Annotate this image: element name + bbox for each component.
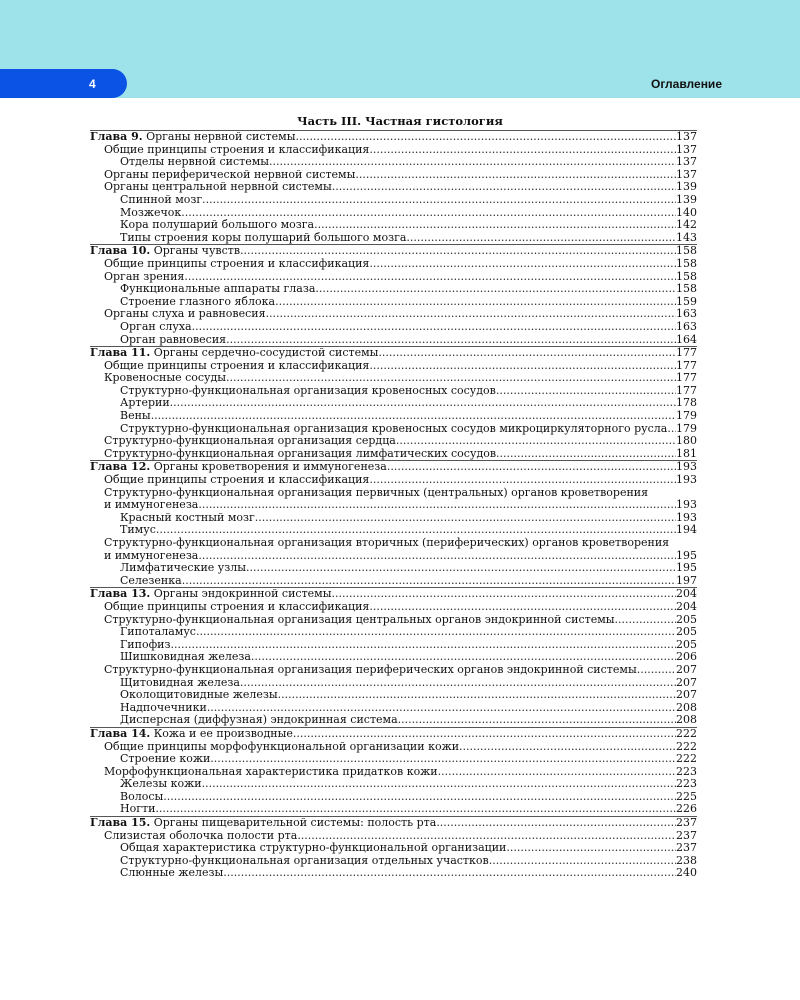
toc-entry[interactable]	[90, 435, 697, 448]
dot-leader	[295, 131, 676, 144]
toc-entry[interactable]	[90, 360, 697, 373]
page-number-tab	[0, 69, 127, 98]
toc-entry-title: Органы центральной нервной системы	[104, 181, 332, 194]
chapter-label: Глава 11.	[90, 347, 151, 360]
toc-entry-page-number: 193	[676, 511, 697, 524]
toc-entry-page-number: 193	[676, 474, 697, 487]
toc-entry[interactable]	[90, 512, 697, 525]
chapter-block	[90, 727, 697, 816]
toc-entry-title: Дисперсная (диффузная) эндокринная система	[120, 714, 398, 727]
chapter-page-number: 137	[676, 131, 697, 143]
dot-leader	[293, 728, 676, 741]
toc-entry[interactable]	[90, 169, 697, 182]
toc-entry[interactable]	[90, 448, 697, 461]
chapter-page-number: 237	[676, 817, 697, 830]
dot-leader	[182, 575, 676, 588]
toc-entry-page-number: 139	[676, 181, 697, 194]
toc-entry[interactable]	[90, 499, 697, 512]
toc-entry[interactable]	[90, 714, 697, 727]
toc-entry[interactable]	[90, 271, 697, 284]
dot-leader	[155, 803, 676, 816]
page-number: 4	[89, 77, 96, 91]
dot-leader	[269, 156, 676, 169]
toc-entry-title: Структурно-функциональная организация отдельных участков	[120, 854, 489, 867]
toc-entry-title: Типы строения коры полушарий большого мозга	[120, 231, 407, 244]
toc-entry-page-number: 207	[676, 663, 697, 676]
chapter-title: Органы нервной системы	[146, 131, 296, 143]
dot-leader	[438, 766, 676, 779]
toc-entry-title: Структурно-функциональная организация кровеносных сосудов микроциркуляторного русла	[120, 422, 668, 435]
toc-entry-page-number: 208	[676, 714, 697, 727]
chapter-page-number: 193	[676, 461, 697, 474]
dot-leader	[163, 791, 676, 804]
chapter-block	[90, 130, 697, 244]
toc-entry-page-number: 240	[676, 867, 697, 880]
toc-entry-page-number: 237	[676, 842, 697, 855]
toc-entry-title: Структурно-функциональная организация вторичных (периферических) органов кроветворения	[104, 537, 670, 549]
dot-leader	[355, 169, 676, 182]
toc-entry-page-number: 137	[676, 143, 697, 156]
part-title: Часть III. Частная гистология	[297, 114, 503, 128]
toc-entry[interactable]	[90, 677, 697, 690]
dot-leader	[615, 614, 676, 627]
toc-entry[interactable]	[90, 575, 697, 588]
toc-entry-page-number: 194	[676, 524, 697, 537]
dot-leader	[506, 842, 676, 855]
toc-entry-page-number: 207	[676, 689, 697, 702]
toc-entry-title: Вены	[120, 410, 151, 423]
toc-entry[interactable]	[90, 562, 697, 575]
chapter-page-number: 222	[676, 727, 697, 740]
toc-entry-title: Кора полушарий большого мозга	[120, 219, 315, 232]
dot-leader	[207, 702, 676, 715]
dot-leader	[436, 817, 676, 830]
toc-entry-title: Волосы	[120, 790, 164, 803]
toc-entry-title: Тимус	[120, 524, 156, 537]
toc-entry[interactable]	[90, 207, 697, 220]
dot-leader	[406, 232, 676, 245]
dot-leader	[387, 461, 676, 474]
toc-entry-page-number: 142	[676, 219, 697, 232]
toc-entry[interactable]	[90, 321, 697, 334]
toc-entry[interactable]	[90, 156, 697, 169]
chapter-title: Органы кроветворения и иммуногенеза	[153, 461, 387, 474]
toc-entry-title: Структурно-функциональная организация лимфатических сосудов	[104, 447, 497, 460]
toc-entry-title: Надпочечники	[120, 701, 207, 714]
chapter-title: Органы пищеварительной системы: полость рта	[153, 817, 437, 830]
toc-entry[interactable]	[90, 181, 697, 194]
toc-entry[interactable]	[90, 791, 697, 804]
toc-entry[interactable]	[90, 601, 697, 614]
toc-entry[interactable]	[90, 651, 697, 664]
toc-entry[interactable]	[90, 803, 697, 816]
table-of-contents	[90, 130, 697, 880]
running-header-title: Оглавление	[651, 77, 722, 91]
toc-entry[interactable]	[90, 614, 697, 627]
toc-entry-page-number: 205	[676, 613, 697, 626]
dot-leader	[255, 512, 676, 525]
dot-leader	[192, 321, 676, 334]
dot-leader	[667, 423, 676, 436]
toc-entry-page-number: 193	[676, 499, 697, 512]
dot-leader	[369, 144, 676, 157]
toc-entry-page-number: 195	[676, 562, 697, 575]
chapter-page-number: 204	[676, 588, 697, 601]
toc-entry-page-number: 223	[676, 765, 697, 778]
toc-entry-page-number: 158	[676, 283, 697, 296]
toc-entry-page-number: 177	[676, 384, 697, 397]
toc-entry-page-number: 204	[676, 600, 697, 613]
toc-entry[interactable]	[90, 308, 697, 321]
toc-entry[interactable]	[90, 385, 697, 398]
toc-entry-page-number: 206	[676, 651, 697, 664]
toc-entry-page-number: 137	[676, 168, 697, 181]
toc-entry-page-number: 163	[676, 308, 697, 321]
chapter-heading[interactable]	[90, 347, 697, 360]
chapter-page-number: 177	[676, 347, 697, 360]
toc-entry-title: Отделы нервной системы	[120, 156, 270, 169]
dot-leader	[226, 372, 676, 385]
dot-leader	[202, 194, 676, 207]
toc-entry[interactable]	[90, 550, 697, 563]
toc-entry-title: Гипофиз	[120, 638, 171, 651]
dot-leader	[240, 245, 676, 258]
toc-entry-title: Общие принципы морфофункциональной организации кожи	[104, 740, 460, 753]
chapter-block	[90, 816, 697, 880]
toc-entry-page-number: 207	[676, 676, 697, 689]
toc-entry-title: Слюнные железы	[120, 867, 224, 880]
dot-leader	[171, 639, 676, 652]
toc-entry-title: Орган слуха	[120, 320, 192, 333]
toc-entry[interactable]	[90, 639, 697, 652]
dot-leader	[297, 830, 676, 843]
dot-leader	[369, 360, 676, 373]
dot-leader	[369, 258, 676, 271]
toc-entry-page-number: 226	[676, 803, 697, 816]
toc-entry[interactable]	[90, 689, 697, 702]
chapter-title: Органы эндокринной системы	[153, 588, 332, 601]
toc-entry[interactable]	[90, 778, 697, 791]
toc-entry-title: Гипоталамус	[120, 626, 196, 639]
chapter-title: Органы чувств	[153, 245, 241, 258]
dot-leader	[496, 448, 676, 461]
toc-entry-title: Кровеносные сосуды	[104, 372, 227, 385]
dot-leader	[240, 677, 676, 690]
toc-entry[interactable]	[90, 296, 697, 309]
dot-leader	[332, 588, 677, 601]
dot-leader	[369, 601, 676, 614]
toc-entry-page-number: 159	[676, 295, 697, 308]
chapter-title: Органы сердечно-сосудистой системы	[153, 347, 379, 360]
chapter-heading[interactable]	[90, 245, 697, 258]
toc-entry[interactable]	[90, 855, 697, 868]
toc-entry-page-number: 140	[676, 206, 697, 219]
toc-entry-title: Общие принципы строения и классификация	[104, 600, 370, 613]
toc-entry-page-number: 178	[676, 397, 697, 410]
toc-entry-page-number: 222	[676, 753, 697, 766]
toc-entry[interactable]	[90, 397, 697, 410]
chapter-heading[interactable]	[90, 728, 697, 741]
toc-entry-title: Органы слуха и равновесия	[104, 308, 266, 321]
toc-entry-page-number: 164	[676, 333, 697, 346]
toc-entry-page-number: 179	[676, 422, 697, 435]
toc-entry-page-number: 181	[676, 447, 697, 460]
toc-entry-title: и иммуногенеза	[104, 499, 199, 512]
toc-entry[interactable]	[90, 664, 697, 677]
toc-entry-page-number: 197	[676, 574, 697, 587]
toc-entry-title: Структурно-функциональная организация первичных (центральных) органов кроветворения	[104, 486, 649, 499]
toc-entry-title: Структурно-функциональная организация центральных органов эндокринной системы	[104, 613, 615, 626]
dot-leader	[198, 499, 676, 512]
toc-entry-page-number: 158	[676, 270, 697, 283]
dot-leader	[184, 271, 676, 284]
dot-leader	[181, 207, 676, 220]
chapter-heading[interactable]	[90, 817, 697, 830]
toc-entry-title: Орган равновесия	[120, 333, 227, 346]
dot-leader	[369, 474, 676, 487]
toc-entry[interactable]	[90, 283, 697, 296]
dot-leader	[170, 397, 676, 410]
chapter-block	[90, 587, 697, 727]
dot-leader	[378, 347, 676, 360]
toc-entry-page-number: 137	[676, 156, 697, 169]
toc-entry[interactable]	[90, 258, 697, 271]
dot-leader	[489, 855, 676, 868]
toc-entry-page-number: 139	[676, 193, 697, 206]
toc-entry[interactable]	[90, 219, 697, 232]
toc-entry-title: Орган зрения	[104, 270, 185, 283]
chapter-label: Глава 13.	[90, 588, 151, 601]
dot-leader	[156, 524, 676, 537]
toc-entry-page-number: 180	[676, 435, 697, 448]
chapter-page-number: 158	[676, 245, 697, 258]
dot-leader	[275, 296, 676, 309]
dot-leader	[637, 664, 676, 677]
toc-entry[interactable]	[90, 753, 697, 766]
chapter-block	[90, 244, 697, 346]
toc-entry-page-number: 179	[676, 410, 697, 423]
chapter-label: Глава 9.	[90, 131, 143, 143]
toc-entry-title: Общие принципы строения и классификация	[104, 359, 370, 372]
toc-entry-title: Железы кожи	[120, 778, 202, 791]
toc-entry-page-number: 163	[676, 320, 697, 333]
chapter-heading[interactable]	[90, 131, 697, 144]
toc-entry-page-number: 225	[676, 790, 697, 803]
dot-leader	[246, 562, 676, 575]
toc-entry-page-number: 208	[676, 701, 697, 714]
chapter-block	[90, 346, 697, 460]
toc-entry-page-number: 238	[676, 854, 697, 867]
toc-entry-page-number: 222	[676, 740, 697, 753]
toc-entry[interactable]	[90, 194, 697, 207]
toc-entry[interactable]	[90, 423, 697, 436]
toc-entry-title: Морфофункциональная характеристика придатков кожи	[104, 765, 438, 778]
toc-entry[interactable]	[90, 842, 697, 855]
toc-entry[interactable]	[90, 537, 697, 550]
dot-leader	[459, 741, 676, 754]
toc-entry[interactable]	[90, 702, 697, 715]
dot-leader	[496, 385, 676, 398]
chapter-title: Кожа и ее производные	[153, 727, 293, 740]
toc-entry-title: Структурно-функциональная организация периферических органов эндокринной системы	[104, 663, 637, 676]
chapter-label: Глава 15.	[90, 817, 151, 830]
toc-entry-title: Строение кожи	[120, 753, 211, 766]
dot-leader	[196, 626, 676, 639]
dot-leader	[315, 283, 676, 296]
toc-entry-title: Артерии	[120, 397, 170, 410]
dot-leader	[396, 435, 676, 448]
toc-entry-title: Мозжечок	[120, 206, 182, 219]
dot-leader	[278, 689, 676, 702]
toc-entry-title: Функциональные аппараты глаза	[120, 283, 316, 296]
toc-entry-title: Строение глазного яблока	[120, 295, 276, 308]
toc-entry[interactable]	[90, 867, 697, 880]
toc-entry[interactable]	[90, 334, 697, 347]
chapter-label: Глава 14.	[90, 727, 151, 740]
toc-entry-title: Общая характеристика структурно-функциональной организации	[120, 842, 507, 855]
toc-entry-title: Общие принципы строения и классификация	[104, 257, 370, 270]
toc-entry-title: Общие принципы строения и классификация	[104, 143, 370, 156]
chapter-label: Глава 12.	[90, 461, 151, 474]
dot-leader	[223, 867, 676, 880]
dot-leader	[198, 550, 676, 563]
dot-leader	[314, 219, 676, 232]
toc-entry[interactable]	[90, 524, 697, 537]
chapter-label: Глава 10.	[90, 245, 151, 258]
toc-entry-title: Шишковидная железа	[120, 651, 251, 664]
chapter-heading[interactable]	[90, 461, 697, 474]
toc-entry[interactable]	[90, 626, 697, 639]
toc-entry[interactable]	[90, 410, 697, 423]
toc-entry-page-number: 177	[676, 359, 697, 372]
dot-leader	[151, 410, 676, 423]
toc-entry-title: Слизистая оболочка полости рта	[104, 829, 298, 842]
dot-leader	[202, 778, 676, 791]
dot-leader	[266, 308, 676, 321]
chapter-heading[interactable]	[90, 588, 697, 601]
toc-entry-title: Лимфатические узлы	[120, 562, 247, 575]
toc-entry-page-number: 158	[676, 257, 697, 270]
toc-entry-page-number: 143	[676, 231, 697, 244]
toc-entry-page-number: 237	[676, 829, 697, 842]
toc-entry-title: Органы периферической нервной системы	[104, 168, 356, 181]
toc-entry[interactable]	[90, 487, 697, 500]
dot-leader	[251, 651, 676, 664]
toc-entry[interactable]	[90, 232, 697, 245]
toc-entry-title: Щитовидная железа	[120, 676, 240, 689]
toc-entry[interactable]	[90, 830, 697, 843]
toc-entry-title: Околощитовидные железы	[120, 689, 278, 702]
toc-entry-title: Структурно-функциональная организация сердца	[104, 435, 396, 448]
toc-entry-title: и иммуногенеза	[104, 549, 199, 562]
toc-entry-page-number: 205	[676, 638, 697, 651]
toc-entry-title: Ногти	[120, 803, 156, 816]
toc-entry-page-number: 223	[676, 778, 697, 791]
toc-entry[interactable]	[90, 474, 697, 487]
chapter-block	[90, 460, 697, 587]
dot-leader	[226, 334, 676, 347]
toc-entry[interactable]	[90, 372, 697, 385]
toc-entry-page-number: 205	[676, 626, 697, 639]
dot-leader	[398, 714, 676, 727]
toc-entry[interactable]	[90, 741, 697, 754]
toc-entry-title: Структурно-функциональная организация кровеносных сосудов	[120, 384, 496, 397]
toc-entry-title: Спинной мозг	[120, 193, 203, 206]
toc-entry[interactable]	[90, 144, 697, 157]
toc-entry-title: Селезенка	[120, 574, 182, 587]
toc-entry-title: Красный костный мозг	[120, 511, 255, 524]
dot-leader	[332, 181, 676, 194]
toc-entry-page-number: 177	[676, 372, 697, 385]
toc-entry-page-number: 195	[676, 549, 697, 562]
dot-leader	[210, 753, 676, 766]
toc-entry[interactable]	[90, 766, 697, 779]
toc-entry-title: Общие принципы строения и классификация	[104, 474, 370, 487]
